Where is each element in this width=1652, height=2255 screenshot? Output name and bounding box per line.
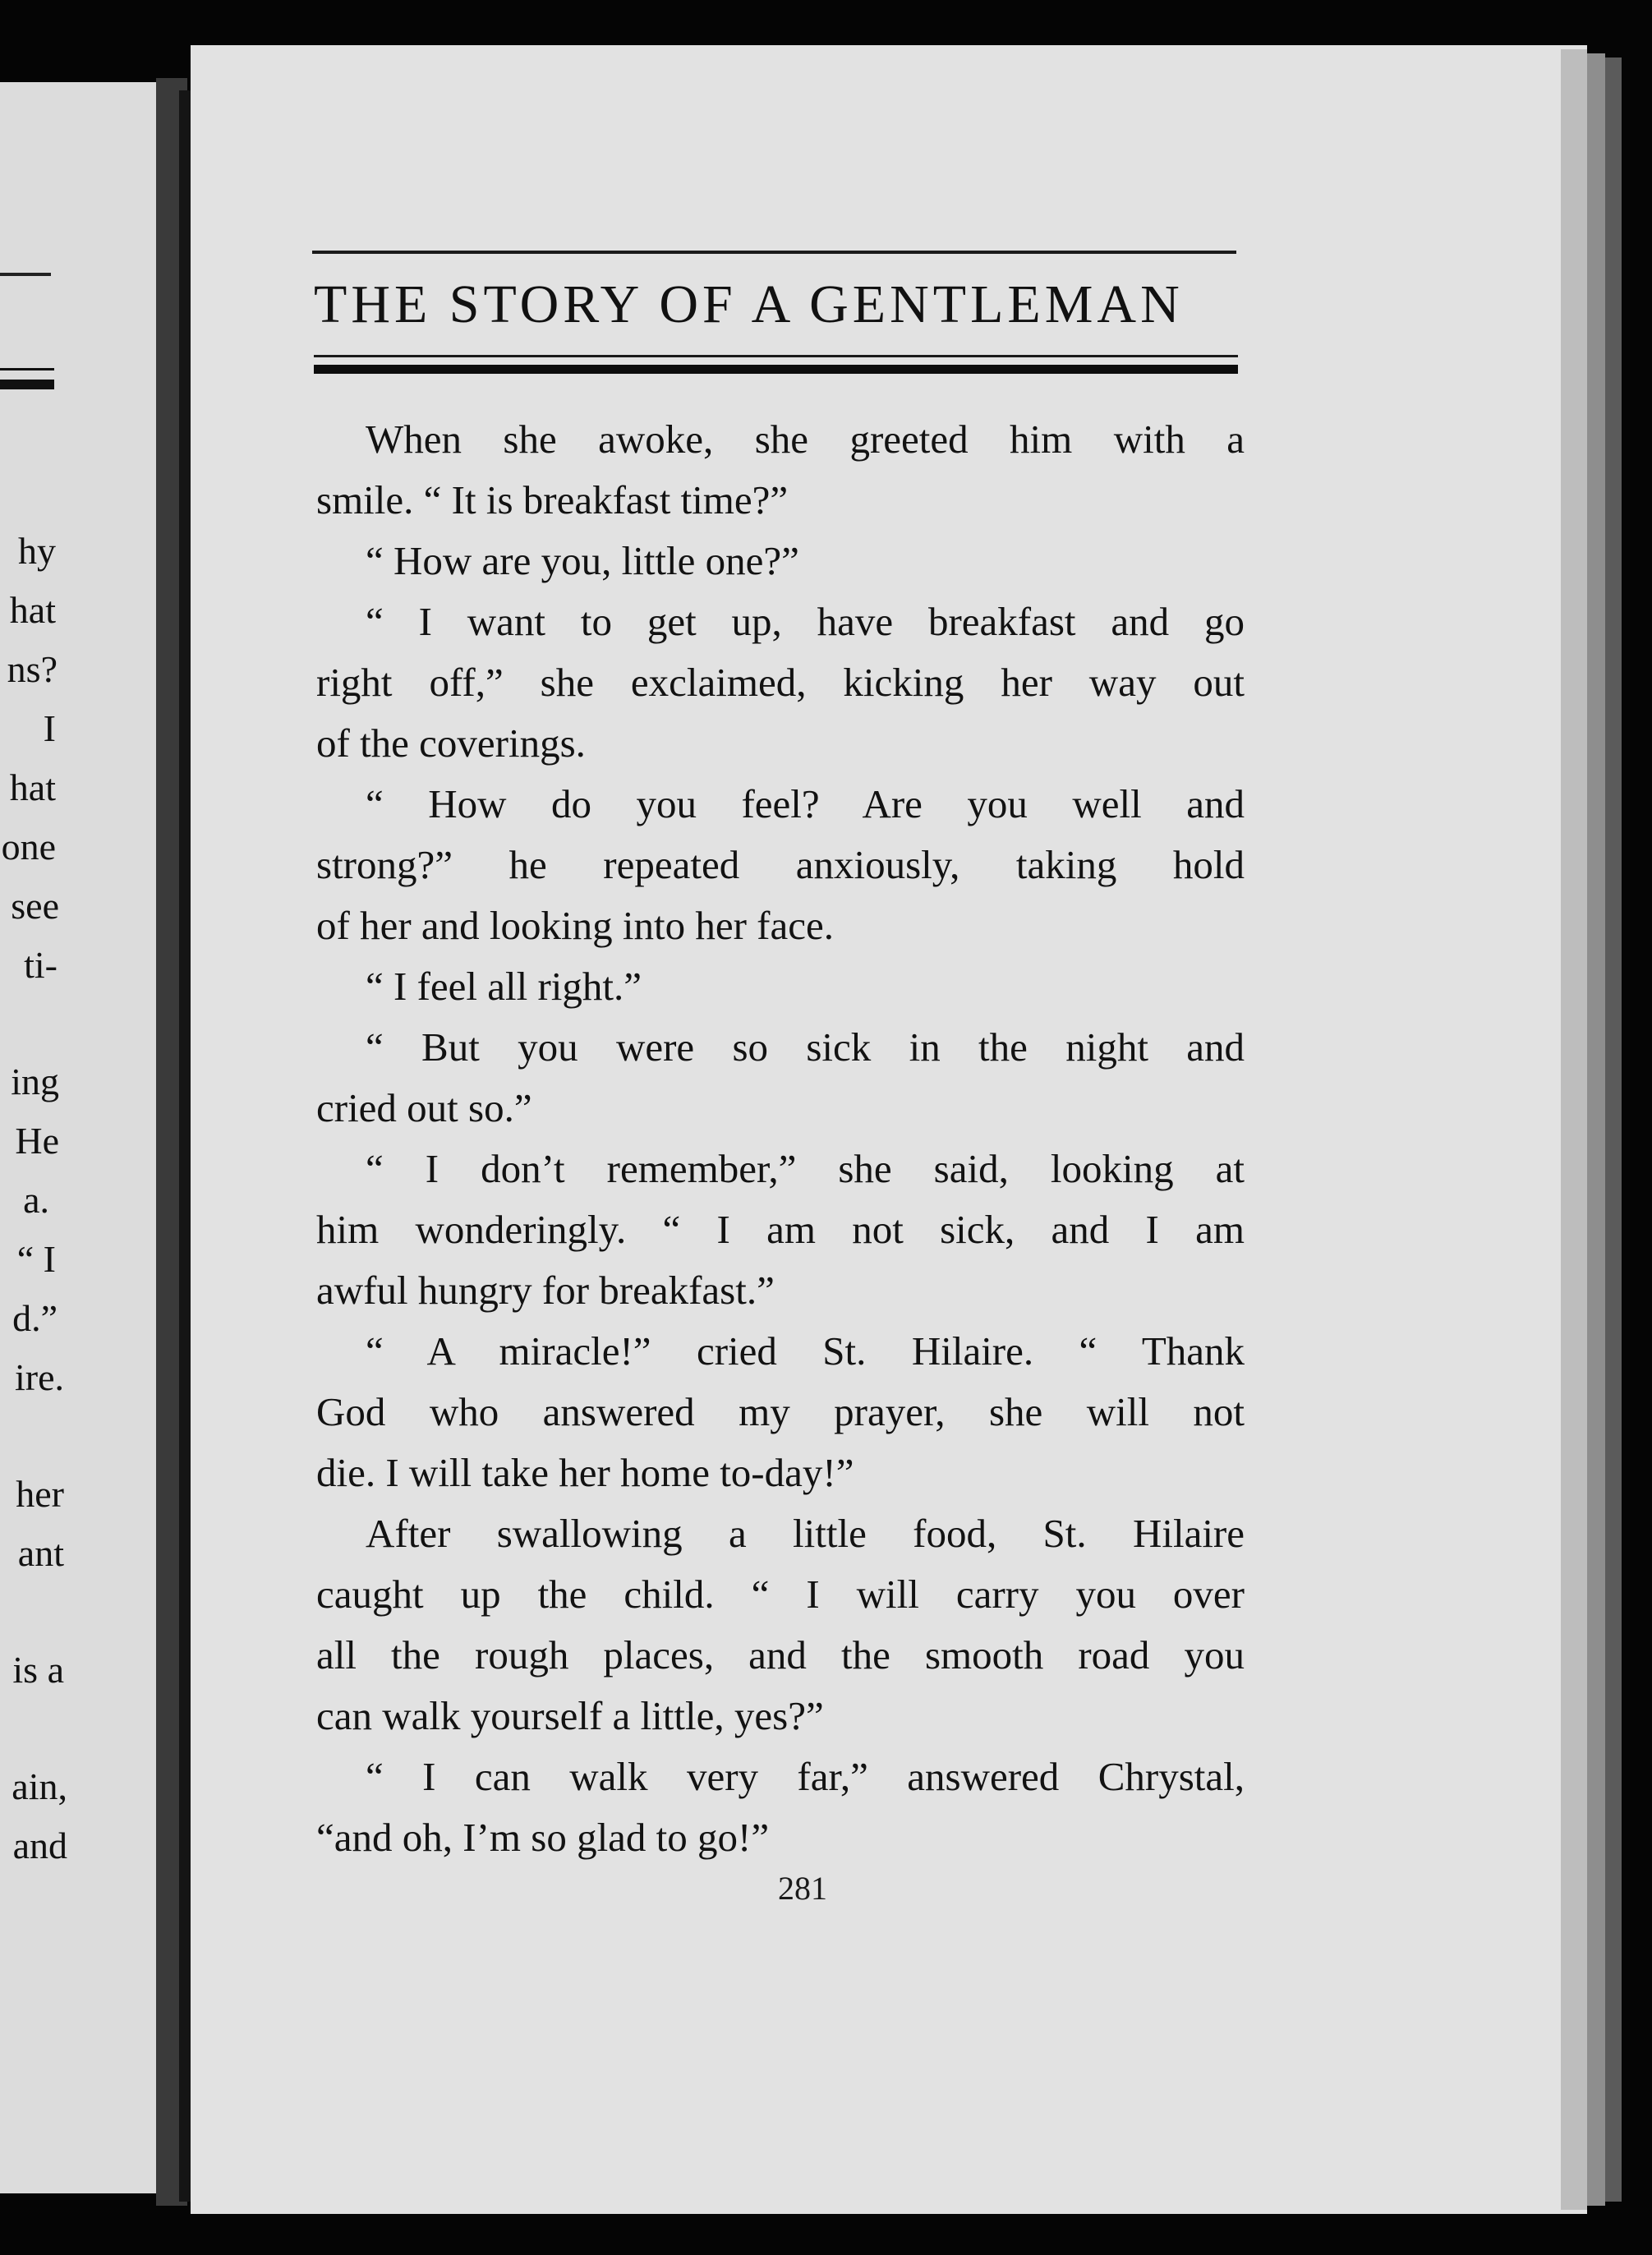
text-line: “ How do you feel? Are you well and <box>366 781 1245 826</box>
text-line: “ How are you, little one?” <box>366 538 799 583</box>
text-line: caught up the child. “ I will carry you over <box>316 1572 1245 1617</box>
text-line: die. I will take her home to-day!” <box>316 1450 854 1495</box>
text-line: of the coverings. <box>316 720 586 766</box>
left-line-fragment: ain, <box>12 1765 67 1807</box>
page-stack-edge <box>1587 53 1605 2206</box>
text-line: cried out so.” <box>316 1085 532 1130</box>
page-number: 281 <box>778 1870 827 1907</box>
text-line: strong?” he repeated anxiously, taking hold <box>316 842 1245 887</box>
text-line: of her and looking into her face. <box>316 903 834 948</box>
left-line-fragment: hy <box>18 530 56 572</box>
running-head: THE STORY OF A GENTLEMAN <box>314 274 1184 334</box>
text-line: awful hungry for breakfast.” <box>316 1268 775 1313</box>
left-line-fragment: ns? <box>7 648 58 690</box>
text-line: “ I can walk very far,” answered Chrystal, <box>366 1754 1245 1799</box>
text-line: “ A miracle!” cried St. Hilaire. “ Thank <box>366 1328 1245 1374</box>
left-line-fragment: ire. <box>14 1356 64 1398</box>
left-line-fragment: her <box>16 1473 64 1515</box>
left-line-fragment: “ I <box>16 1238 56 1280</box>
text-line: “ But you were so sick in the night and <box>366 1024 1245 1070</box>
previous-page-edge <box>0 82 156 2193</box>
left-line-fragment: see <box>11 885 59 927</box>
text-line: can walk yourself a little, yes?” <box>316 1693 824 1738</box>
left-header-rule-thick <box>0 380 54 389</box>
left-line-fragment: hat <box>9 766 56 808</box>
text-line: “and oh, I’m so glad to go!” <box>316 1815 770 1860</box>
left-line-fragment: I <box>43 707 56 749</box>
text-line: him wonderingly. “ I am not sick, and I am <box>316 1207 1245 1252</box>
text-line: “ I feel all right.” <box>366 964 642 1009</box>
left-line-fragment: is a <box>12 1649 64 1691</box>
text-line: all the rough places, and the smooth road you <box>316 1632 1245 1677</box>
left-line-fragment: d.” <box>12 1297 58 1339</box>
left-line-fragment: He <box>15 1120 59 1162</box>
text-line: right off,” she exclaimed, kicking her way out <box>316 660 1245 705</box>
header-rule-thin <box>314 355 1238 357</box>
left-header-rule-thin <box>0 368 54 370</box>
left-line-fragment: a. <box>23 1179 49 1221</box>
left-line-fragment: ant <box>17 1532 64 1574</box>
left-line-fragment: hat <box>9 589 56 631</box>
page-stack-edge <box>1561 49 1587 2210</box>
text-line: “ I want to get up, have breakfast and go <box>366 599 1245 644</box>
left-line-fragment: ti- <box>24 944 58 986</box>
header-rule-top <box>312 251 1236 254</box>
text-line: smile. “ It is breakfast time?” <box>316 477 789 522</box>
header-rule-thick <box>314 365 1238 374</box>
left-header-rule <box>0 273 51 276</box>
left-line-fragment: and <box>12 1825 67 1866</box>
book-gutter-shadow <box>179 90 191 2202</box>
text-line: God who answered my prayer, she will not <box>316 1389 1245 1434</box>
text-line: When she awoke, she greeted him with a <box>366 416 1245 462</box>
page-stack-edge <box>1605 58 1622 2202</box>
text-line: After swallowing a little food, St. Hilaire <box>366 1511 1245 1556</box>
text-line: “ I don’t remember,” she said, looking at <box>366 1146 1245 1191</box>
left-line-fragment: ing <box>11 1061 59 1102</box>
left-line-fragment: one <box>1 826 56 867</box>
